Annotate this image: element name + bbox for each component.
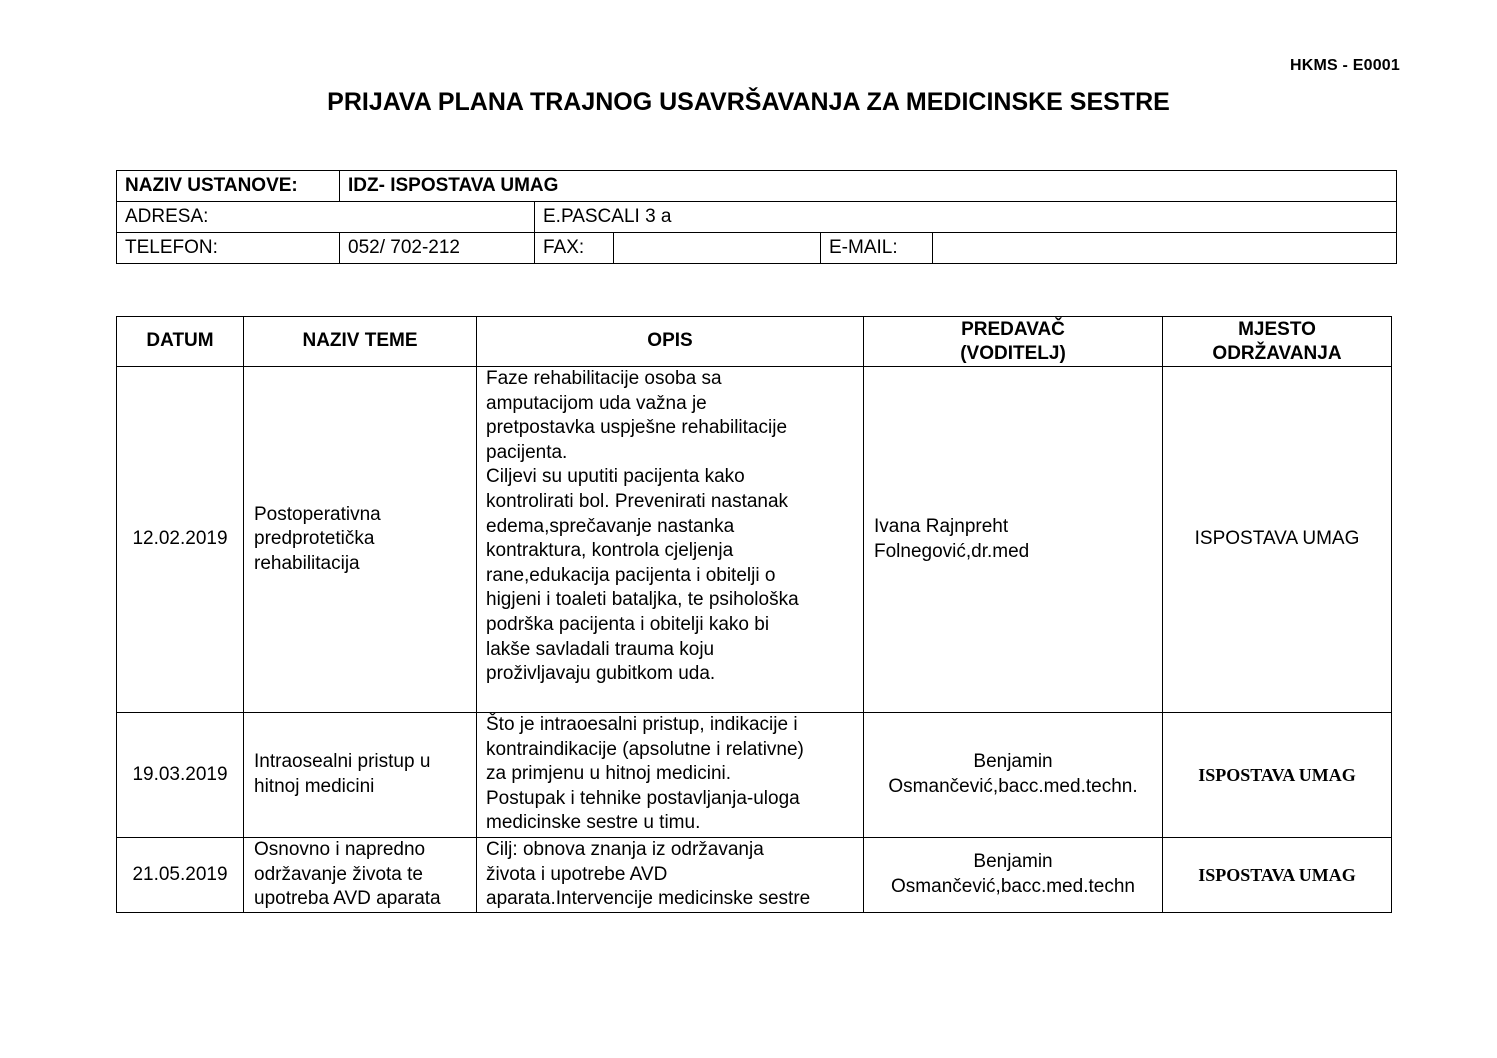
table-row bbox=[117, 713, 1392, 838]
phone-label: TELEFON: bbox=[117, 233, 340, 264]
document-code: HKMS - E0001 bbox=[1290, 57, 1400, 74]
row-lecturer: Benjamin Osmančević,bacc.med.techn. bbox=[864, 713, 1163, 838]
address-value: E.PASCALI 3 a bbox=[535, 202, 1397, 233]
contact-row bbox=[117, 233, 1397, 264]
institution-info-table bbox=[116, 170, 1397, 264]
row-topic: Intraosealni pristup u hitnoj medicini bbox=[244, 713, 477, 838]
row-topic: Postoperativna predprotetička rehabilitacija bbox=[244, 367, 477, 713]
header-description: OPIS bbox=[477, 317, 864, 367]
address-label: ADRESA: bbox=[117, 202, 535, 233]
institution-name-row bbox=[117, 171, 1397, 202]
row-description: Što je intraoesalni pristup, indikacije i kontraindikacije (apsolutne i relativne) za primjenu u hitnoj medicini. Postupak i tehnike postavljanja-uloga medicinske sestre u timu. bbox=[477, 713, 864, 838]
email-label: E-MAIL: bbox=[821, 233, 933, 264]
header-date: DATUM bbox=[117, 317, 244, 367]
row-topic: Osnovno i napredno održavanje života te upotreba AVD aparata bbox=[244, 838, 477, 913]
row-lecturer: Benjamin Osmančević,bacc.med.techn bbox=[864, 838, 1163, 913]
fax-label: FAX: bbox=[535, 233, 614, 264]
table-row bbox=[117, 367, 1392, 713]
row-location: ISPOSTAVA UMAG bbox=[1163, 838, 1392, 913]
header-topic: NAZIV TEME bbox=[244, 317, 477, 367]
row-date: 21.05.2019 bbox=[117, 838, 244, 913]
address-row bbox=[117, 202, 1397, 233]
row-date: 19.03.2019 bbox=[117, 713, 244, 838]
education-plan-table bbox=[116, 316, 1392, 913]
table-row bbox=[117, 838, 1392, 913]
header-location: MJESTO ODRŽAVANJA bbox=[1163, 317, 1392, 367]
fax-value bbox=[614, 233, 821, 264]
institution-name-label: NAZIV USTANOVE: bbox=[117, 171, 340, 202]
row-lecturer: Ivana Rajnpreht Folnegović,dr.med bbox=[864, 367, 1163, 713]
institution-name-value: IDZ- ISPOSTAVA UMAG bbox=[340, 171, 1397, 202]
email-value bbox=[933, 233, 1397, 264]
row-location: ISPOSTAVA UMAG bbox=[1163, 713, 1392, 838]
header-lecturer: PREDAVAČ (VODITELJ) bbox=[864, 317, 1163, 367]
row-description: Cilj: obnova znanja iz održavanja života i upotrebe AVD aparata.Intervencije medicinske sestre bbox=[477, 838, 864, 913]
row-date: 12.02.2019 bbox=[117, 367, 244, 713]
row-description: Faze rehabilitacije osoba sa amputacijom uda važna je pretpostavka uspješne rehabilitacije pacijenta. Ciljevi su uputiti pacijenta kako kontrolirati bol. Prevenirati nastanak edema,sprečavanje nastanka kontraktura, kontrola cjeljenja rane,edukacija pacijenta i obitelji o higjeni i toaleti bataljka, te psihološka podrška pacijenta i obitelji kako bi lakše savladali trauma koju proživljavaju gubitkom uda. bbox=[477, 367, 864, 713]
page-title: PRIJAVA PLANA TRAJNOG USAVRŠAVANJA ZA MEDICINSKE SESTRE bbox=[327, 88, 1170, 116]
plan-header-row bbox=[117, 317, 1392, 367]
phone-value: 052/ 702-212 bbox=[340, 233, 535, 264]
row-location: ISPOSTAVA UMAG bbox=[1163, 367, 1392, 713]
